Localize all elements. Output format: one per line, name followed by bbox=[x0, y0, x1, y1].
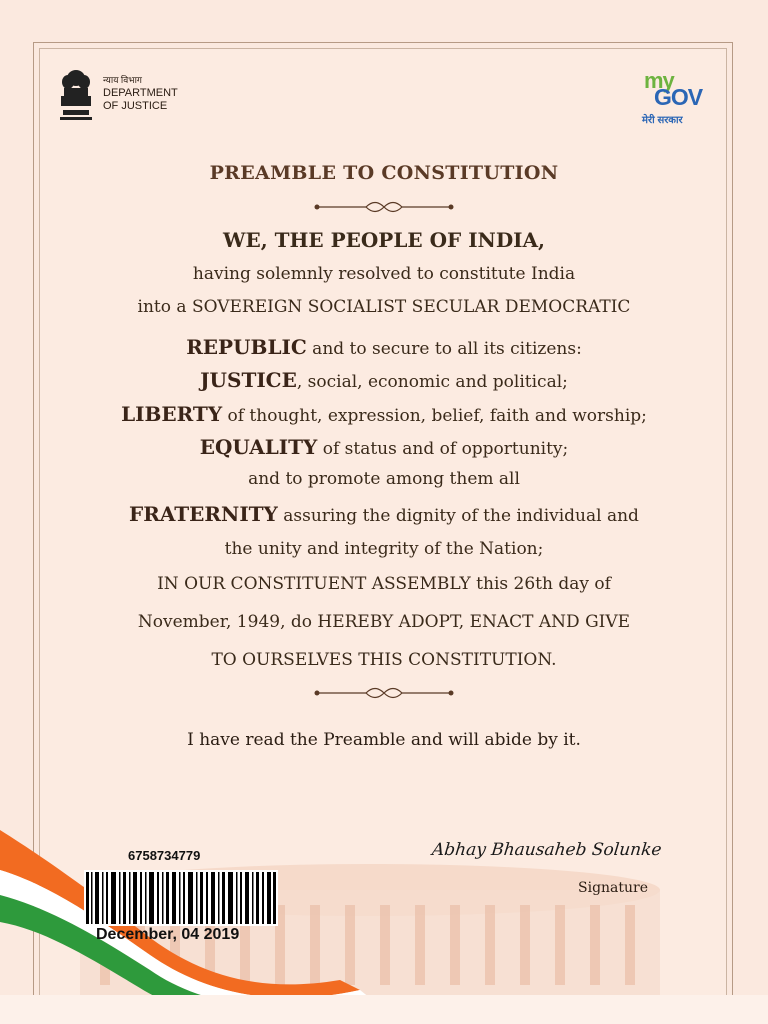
keyword-fraternity: FRATERNITY bbox=[129, 502, 278, 526]
page-title: PREAMBLE TO CONSTITUTION bbox=[209, 162, 559, 184]
preamble-line-1: WE, THE PEOPLE OF INDIA, bbox=[222, 228, 546, 252]
preamble-line-7 bbox=[0, 435, 768, 459]
preamble-line-5 bbox=[0, 368, 768, 392]
preamble-line-6-rest: of thought, expression, belief, faith and worship; bbox=[222, 406, 647, 426]
national-emblem-icon bbox=[58, 68, 94, 122]
mygov-logo bbox=[640, 68, 720, 124]
preamble-line-4-rest: and to secure to all its citizens: bbox=[306, 339, 582, 359]
preamble-line-9-rest: assuring the dignity of the individual and bbox=[277, 506, 639, 526]
preamble-line-3: into a SOVEREIGN SOCIALIST SECULAR DEMOCRATIC bbox=[137, 297, 631, 317]
bottom-strip bbox=[0, 995, 768, 1024]
dept-name-line1: DEPARTMENT bbox=[103, 87, 178, 99]
department-of-justice-logo bbox=[103, 74, 178, 113]
certificate-date: December, 04 2019 bbox=[96, 926, 240, 943]
barcode bbox=[84, 870, 278, 926]
ornament-divider-top bbox=[314, 200, 454, 214]
mygov-tagline: मेरी सरकार bbox=[642, 115, 683, 126]
signer-name: Abhay Bhausaheb Solunke bbox=[430, 840, 663, 860]
keyword-justice: JUSTICE bbox=[200, 368, 297, 392]
preamble-line-8: and to promote among them all bbox=[248, 469, 520, 489]
ornament-divider-bottom bbox=[314, 686, 454, 700]
preamble-line-9 bbox=[0, 502, 768, 526]
mygov-my: my bbox=[644, 68, 674, 93]
dept-hindi-name: न्याय विभाग bbox=[103, 75, 142, 85]
preamble-line-11: IN OUR CONSTITUENT ASSEMBLY this 26th day of bbox=[157, 574, 611, 594]
keyword-equality: EQUALITY bbox=[199, 435, 318, 459]
preamble-line-6 bbox=[0, 402, 768, 426]
preamble-line-7-rest: of status and of opportunity; bbox=[317, 439, 569, 459]
keyword-liberty: LIBERTY bbox=[121, 402, 223, 426]
mygov-gov: GOV bbox=[654, 84, 703, 110]
signature-label: Signature bbox=[578, 880, 649, 896]
preamble-line-13: TO OURSELVES THIS CONSTITUTION. bbox=[211, 650, 557, 670]
preamble-line-2: having solemnly resolved to constitute India bbox=[192, 264, 576, 284]
keyword-republic: REPUBLIC bbox=[186, 335, 307, 359]
preamble-line-5-rest: , social, economic and political; bbox=[296, 372, 568, 392]
preamble-line-12: November, 1949, do HEREBY ADOPT, ENACT AND GIVE bbox=[137, 612, 631, 632]
pledge-statement: I have read the Preamble and will abide by it. bbox=[187, 730, 581, 750]
barcode-number: 6758734779 bbox=[128, 848, 201, 863]
preamble-line-10: the unity and integrity of the Nation; bbox=[224, 539, 544, 559]
dept-name-line2: OF JUSTICE bbox=[103, 100, 168, 112]
preamble-line-4 bbox=[0, 335, 768, 359]
